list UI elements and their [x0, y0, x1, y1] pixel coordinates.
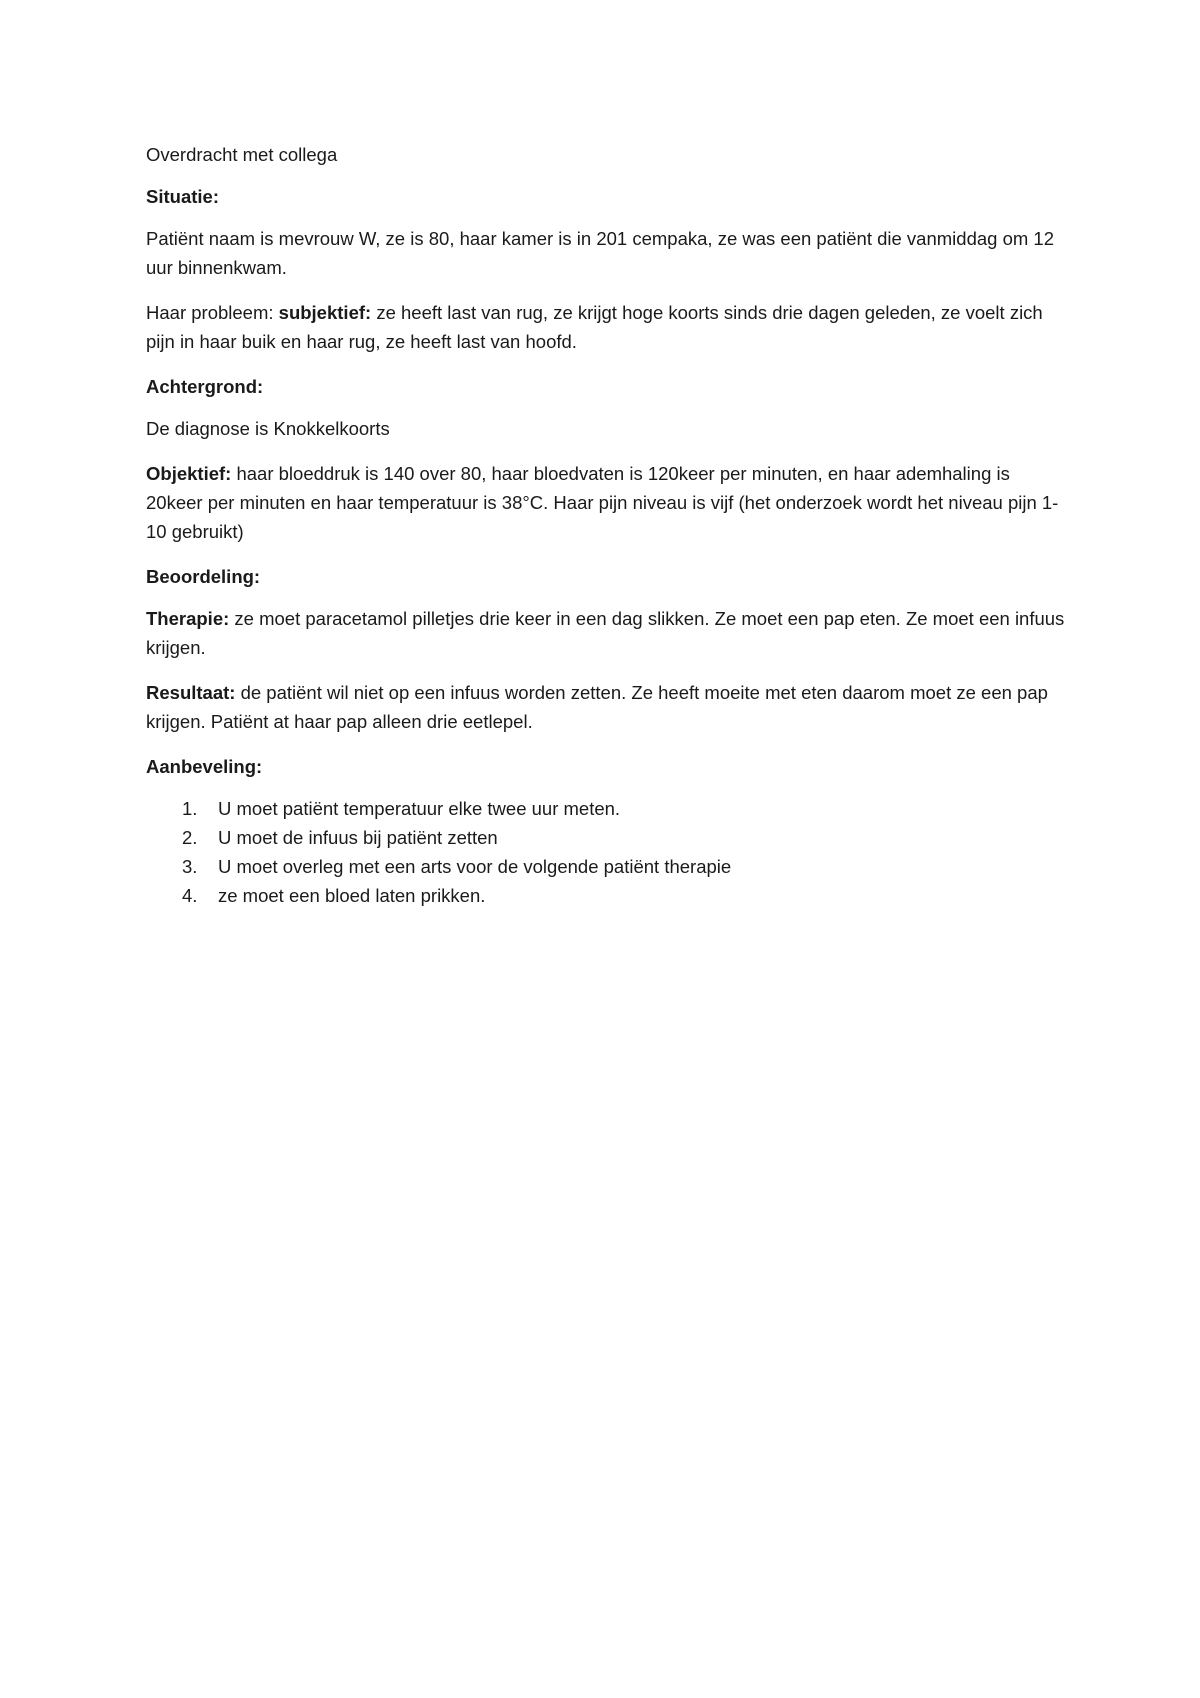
objektief-text: haar bloeddruk is 140 over 80, haar bloedvaten is 120keer per minuten, en haar ademhaling is 20keer per minuten en haar temperatuur is 38°C. Haar pijn niveau is vijf (het onderzoek wordt het niveau pijn 1-10 gebruikt) [146, 463, 1059, 542]
list-item-number: 4. [182, 885, 198, 906]
list-item-number: 2. [182, 827, 198, 848]
paragraph-resultaat [146, 678, 1066, 736]
document-title: Overdracht met collega [146, 144, 338, 165]
heading-aanbeveling: Aanbeveling: [146, 756, 263, 777]
paragraph-therapie [146, 604, 1066, 662]
paragraph-objektief [146, 459, 1066, 546]
list-item [146, 881, 1066, 910]
resultaat-text: de patiënt wil niet op een infuus worden zetten. Ze heeft moeite met eten daarom moet ze een pap krijgen. Patiënt at haar pap alleen drie eetlepel. [146, 682, 1048, 732]
paragraph-situatie: Patiënt naam is mevrouw W, ze is 80, haar kamer is in 201 cempaka, ze was een patiënt die vanmiddag om 12 uur binnenkwam. [146, 228, 1054, 278]
list-item-number: 1. [182, 798, 198, 819]
therapie-label: Therapie: [146, 608, 230, 629]
document-body [146, 140, 1066, 910]
heading-situatie: Situatie: [146, 186, 219, 207]
list-item-text: U moet overleg met een arts voor de volgende patiënt therapie [218, 856, 732, 877]
probleem-text: ze heeft last van rug, ze krijgt hoge koorts sinds drie dagen geleden, ze voelt zich pijn in haar buik en haar rug, ze heeft last van hoofd. [146, 302, 1043, 352]
list-item-text: ze moet een bloed laten prikken. [218, 885, 486, 906]
list-item-text: U moet de infuus bij patiënt zetten [218, 827, 498, 848]
heading-achtergrond: Achtergrond: [146, 376, 264, 397]
therapie-text: ze moet paracetamol pilletjes drie keer in een dag slikken. Ze moet een pap eten. Ze moet een infuus krijgen. [146, 608, 1065, 658]
list-item-text: U moet patiënt temperatuur elke twee uur meten. [218, 798, 621, 819]
aanbeveling-list [146, 794, 1066, 910]
list-item-number: 3. [182, 856, 198, 877]
list-item [146, 852, 1066, 881]
list-item [146, 794, 1066, 823]
probleem-prefix: Haar probleem: [146, 302, 279, 323]
paragraph-achtergrond: De diagnose is Knokkelkoorts [146, 418, 390, 439]
resultaat-label: Resultaat: [146, 682, 236, 703]
paragraph-probleem [146, 298, 1066, 356]
heading-beoordeling: Beoordeling: [146, 566, 261, 587]
list-item [146, 823, 1066, 852]
objektief-label: Objektief: [146, 463, 232, 484]
subjektief-label: subjektief: [278, 302, 372, 323]
